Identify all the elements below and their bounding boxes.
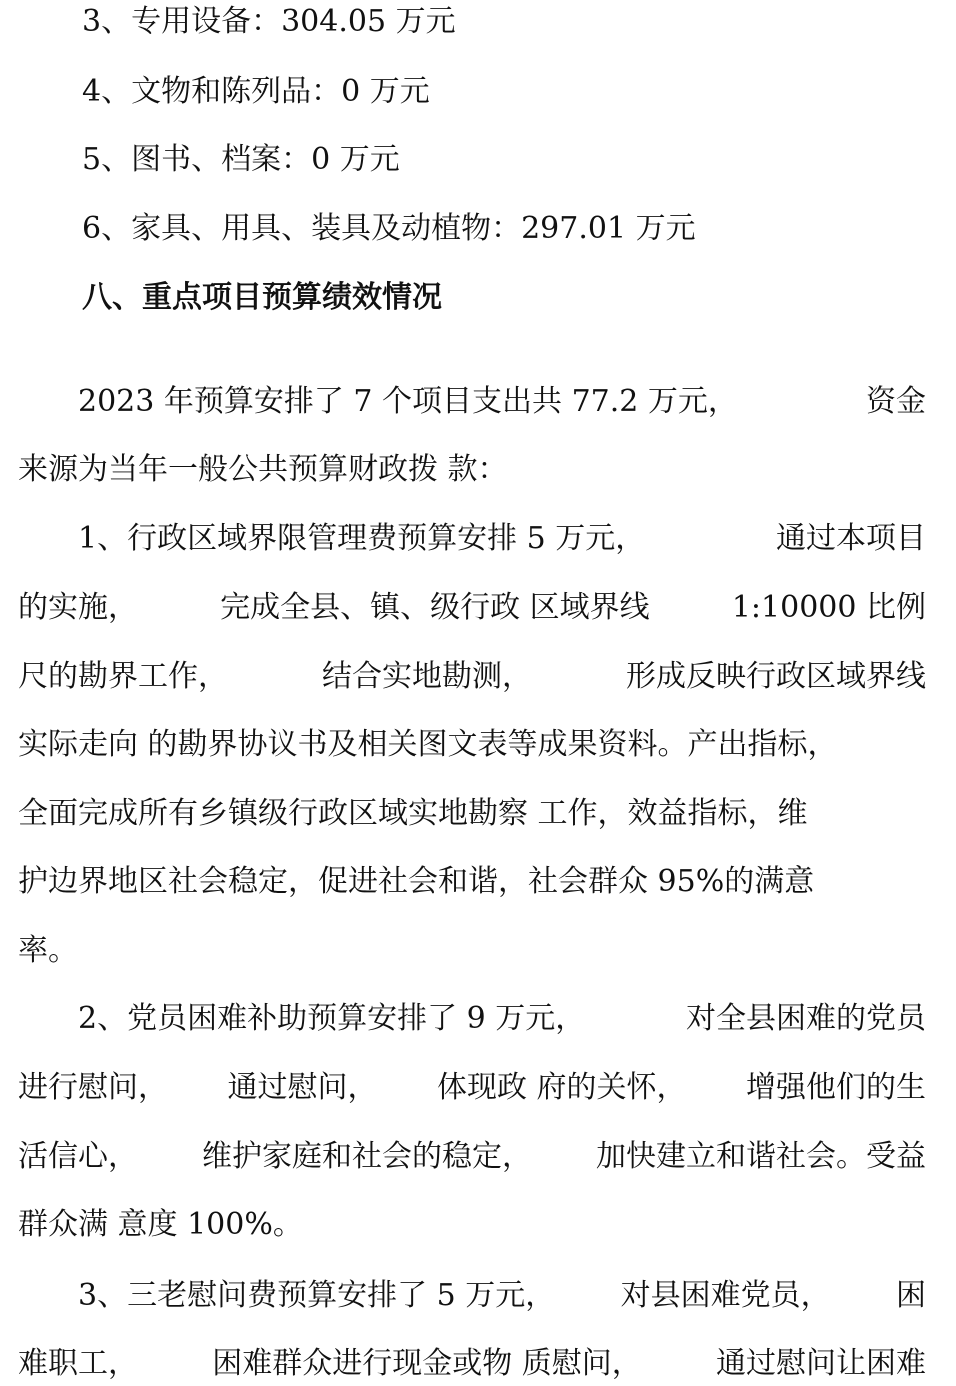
item1-line-1	[78, 519, 926, 559]
list-item-furniture: 6、家具、用具、装具及动植物：297.01 万元	[82, 211, 696, 246]
text-segment: 尺的勘界工作，	[18, 659, 228, 694]
text-segment: 2023 年预算安排了 7 个项目支出共 77.2 万元，	[78, 384, 738, 419]
text-segment: 对县困难党员，	[620, 1278, 831, 1313]
text-segment: 完成全县、镇、级行政 区域界线	[220, 590, 650, 625]
text-segment: 通过本项目	[776, 521, 926, 556]
text-segment: 对全县困难的党员	[686, 1001, 926, 1036]
intro-line-2: 来源为当年一般公共预算财政拨 款：	[18, 452, 508, 487]
item1-line-7: 率。	[18, 933, 78, 968]
list-item-cultural-relics: 4、文物和陈列品：0 万元	[82, 74, 430, 109]
item2-line-3	[18, 1137, 926, 1177]
text-segment: 护边界地区社会稳定，促进社会和谐，社会群众 95%的满意	[18, 864, 815, 899]
text-segment: 活信心，	[18, 1139, 138, 1174]
text-segment: 体现政 府的关怀，	[436, 1070, 687, 1105]
text-segment: 难职工，	[18, 1346, 138, 1381]
item1-line-5	[18, 794, 926, 834]
item3-line-2	[18, 1344, 926, 1384]
text-segment: 2、党员困难补助预算安排了 9 万元，	[78, 1001, 586, 1036]
text-segment: 资金	[866, 384, 926, 419]
intro-line-1	[78, 382, 926, 422]
text-segment: 加快建立和谐社会。受益	[596, 1139, 926, 1174]
list-item-special-equipment: 3、专用设备：304.05 万元	[82, 4, 456, 39]
item3-line-1	[78, 1276, 926, 1316]
text-segment: 3、三老慰问费预算安排了 5 万元，	[78, 1278, 556, 1313]
text-segment: 维护家庭和社会的稳定，	[202, 1139, 532, 1174]
item1-line-6	[18, 862, 926, 902]
text-segment: 进行慰问，	[18, 1070, 168, 1105]
text-segment: 的实施，	[18, 590, 138, 625]
text-segment: 困	[896, 1278, 926, 1313]
text-segment: 1、行政区域界限管理费预算安排 5 万元，	[78, 521, 646, 556]
text-segment: 全面完成所有乡镇级行政区域实地勘察 工作，效益指标，维	[18, 796, 808, 831]
text-segment: 形成反映行政区域界线	[626, 659, 926, 694]
text-segment: 困难群众进行现金或物 质慰问，	[212, 1346, 642, 1381]
text-segment: 1:10000 比例	[731, 590, 926, 625]
item2-line-2	[18, 1068, 926, 1108]
item2-line-4: 群众满 意度 100%。	[18, 1207, 303, 1242]
text-segment: 结合实地勘测，	[322, 659, 532, 694]
text-segment: 通过慰问让困难	[715, 1346, 926, 1381]
item1-line-2	[18, 588, 926, 628]
item1-line-4	[18, 725, 926, 765]
item1-line-3	[18, 657, 926, 697]
text-segment: 增强他们的生	[746, 1070, 926, 1105]
section-heading: 八、重点项目预算绩效情况	[82, 280, 442, 315]
list-item-books-archives: 5、图书、档案：0 万元	[82, 142, 400, 177]
item2-line-1	[78, 999, 926, 1039]
text-segment: 实际走向 的勘界协议书及相关图文表等成果资料。产出指标，	[18, 727, 838, 762]
text-segment: 通过慰问，	[227, 1070, 378, 1105]
